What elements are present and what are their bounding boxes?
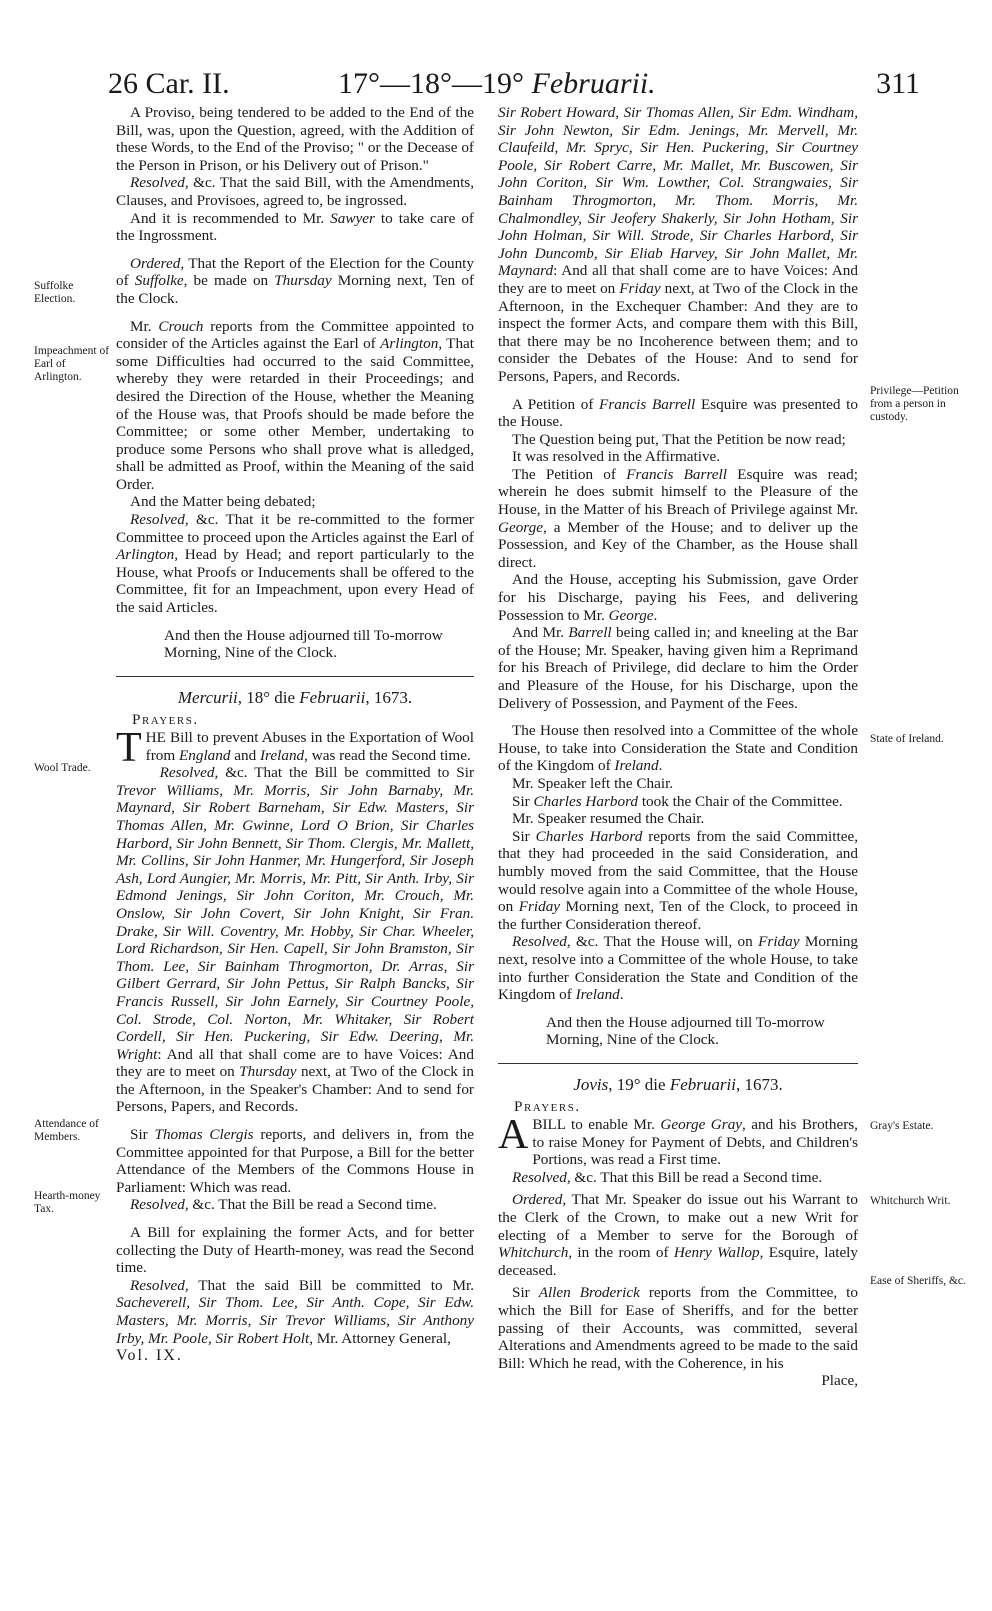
crouch-report: Mr. Crouch reports from the Committee appointed to consider of the Articles against the Earl of Arlington, That some Difficulties had occurred to the said Committee, whereby they were retarded in their Proceedings; and desired the Direction of the House, whether the Meaning of the House was, that Proofs should be made before the Committee; or some other Member, undertaking to produce some Persons who shall prove what is alledged, shall be admitted as Proof, within the Meaning of the said Order.	[116, 317, 474, 493]
section-divider	[498, 1063, 858, 1064]
resolved-ingrossed: Resolved, &c. That the said Bill, with the Amendments, Clauses, and Provisoes, agreed to, be ingrossed.	[116, 174, 474, 209]
gray-bill: A BILL to enable Mr. George Gray, and his Brothers, to raise Money for Payment of Debts, and Children's Portions, was read a First time.	[498, 1112, 858, 1169]
harbord-report: Sir Charles Harbord reports from the said Committee, that they had proceeded in the said Consideration, and humbly moved from the said Committee, that the House would resolve again into a Committee of the whole House, on Friday Morning next, Ten of the Clock, to proceed in the further Consideration thereof.	[498, 827, 858, 933]
margin-note-whitchurch: Whitchurch Writ.	[870, 1195, 951, 1207]
affirmative: It was resolved in the Affirmative.	[512, 448, 721, 466]
attendance-resolved: Resolved, &c. That the Bill be read a Second time.	[130, 1196, 437, 1214]
ireland-resolved: Resolved, &c. That the House will, on Friday Morning next, resolve into a Committee of the whole House, to take into further Consideration the State and Condition of the Kingdom of Ireland.	[498, 933, 858, 1004]
proviso-paragraph: A Proviso, being tendered to be added to the End of the Bill, was, upon the Question, agreed, with the Addition of these Words, to the End of the Proviso; " or the Decease of the Person in Prison, or his Delivery out of Prison."	[116, 104, 474, 174]
barrell-petition: A Petition of Francis Barrell Esquire was presented to the House.	[498, 395, 858, 431]
margin-note-impeachment: Impeachment of Earl of Arlington.	[34, 345, 110, 383]
right-column	[498, 104, 858, 1390]
margin-note-gray: Gray's Estate.	[870, 1120, 934, 1132]
wool-committee: Resolved, &c. That the Bill be committed to Sir Trevor Williams, Mr. Morris, Sir John Barnaby, Mr. Maynard, Sir Robert Barneham, Sir Edw. Masters, Sir Thomas Allen, Mr. Gwinne, Lord O Brion, Sir Charles Harbord, Sir John Bennett, Sir Thom. Clergis, Mr. Mallett, Mr. Collins, Sir John Hanmer, Mr. Hungerford, Sir Joseph Ash, Lord Aungier, Mr. Morris, Mr. Pitt, Sir Anth. Irby, Sir Edmond Jenings, Sir John Coriton, Mr. Crouch, Mr. Onslow, Sir John Covert, Sir John Knight, Sir Fran. Drake, Sir Will. Coventry, Mr. Hobby, Sir Char. Wheeler, Lord Richardson, Sir Hen. Capell, Sir John Bramston, Sir Thom. Lee, Sir Bainham Throgmorton, Dr. Arras, Sir Gilbert Gerrard, Sir John Pettus, Sir Ralph Bancks, Sir Francis Russell, Sir John Earnely, Sir Courtney Poole, Col. Strode, Col. Norton, Mr. Whitaker, Sir Robert Cordell, Sir Hen. Puckering, Sir Edw. Deering, Mr. Wright: And all that shall come are to have Voices: And they are to meet on Thursday next, at Two of the Clock in the Afternoon, in the Speaker's Chamber: And to send for Persons, Papers, and Records.	[116, 764, 474, 1116]
margin-note-wool: Wool Trade.	[34, 762, 91, 774]
hearth-money-bill: A Bill for explaining the former Acts, and for better collecting the Duty of Hearth-money, was read the Second time.	[116, 1224, 474, 1277]
prayers-label: Prayers.	[132, 711, 199, 729]
volume-signature: Vol. IX.	[116, 1347, 183, 1364]
margin-note-ireland: State of Ireland.	[870, 733, 944, 745]
adjournment-2: And then the House adjourned till To-morrow Morning, Nine of the Clock.	[546, 1013, 825, 1049]
drop-capital: A	[498, 1112, 529, 1159]
running-head-dates	[338, 64, 656, 104]
day-heading-18: Mercurii, 18° die Februarii, 1673.	[177, 687, 413, 707]
catchword: Place,	[821, 1372, 858, 1390]
whitchurch-writ: Ordered, That Mr. Speaker do issue out his Warrant to the Clerk of the Crown, to make out a new Writ for electing of a Member to serve for the Borough of Whitchurch, in the room of Henry Wallop, Esquire, lately deceased.	[498, 1191, 858, 1279]
sheriffs-report: Sir Allen Broderick reports from the Committee, to which the Bill for Ease of Sheriffs, and for the better passing of their Accounts, was committed, several Alterations and Amendments agreed to be made to the said Bill: Which he read, with the Coherence, in his	[498, 1284, 858, 1372]
margin-note-hearth: Hearth-money Tax.	[34, 1190, 101, 1215]
petition-read: The Petition of Francis Barrell Esquire was read; wherein he does submit himself to the Pleasure of the House, in the Matter of his Breach of Privilege against Mr. George, a Member of the House; and to deliver up the Possession, and Key of the Chamber, as the House shall direct.	[498, 465, 858, 571]
page-header	[108, 64, 920, 104]
ireland-committee: The House then resolved into a Committee of the whole House, to take into Consideration the State and Condition of the Kingdom of Ireland.	[498, 722, 858, 775]
suffolke-order: Ordered, That the Report of the Election for the County of Suffolke, be made on Thursday Morning next, Ten of the Clock.	[116, 254, 475, 307]
margin-note-privilege: Privilege—Petition from a person in custody.	[870, 385, 959, 423]
ingrossment-note: And it is recommended to Mr. Sawyer to take care of the Ingrossment.	[116, 209, 474, 245]
gray-resolved: Resolved, &c. That this Bill be read a Second time.	[512, 1168, 823, 1186]
speaker-left-chair: Mr. Speaker left the Chair.	[512, 774, 674, 792]
left-column	[116, 104, 474, 1347]
wool-bill: THE Bill to prevent Abuses in the Exportation of Wool from England and Ireland, was read the Second time.	[116, 725, 474, 771]
day-heading-19: Jovis, 19° die Februarii, 1673.	[573, 1074, 783, 1094]
speaker-resumed-chair: Mr. Speaker resumed the Chair.	[512, 810, 705, 828]
committee-continued: Sir Robert Howard, Sir Thomas Allen, Sir Edm. Windham, Sir John Newton, Sir Edm. Jenings, Mr. Mervell, Mr. Claufeild, Mr. Spryc, Sir Hen. Puckering, Sir Courtney Poole, Sir Robert Carre, Mr. Mallet, Mr. Buscowen, Sir John Coriton, Sir Wm. Lowther, Col. Strangwaies, Sir Bainham Throgmorton, Mr. Thom. Morris, Mr. Chalmondley, Sir Jeofery Shakerly, Sir John Hotham, Sir John Holman, Sir Will. Strode, Sir Charles Harbord, Sir John Duncomb, Sir Eliab Harvey, Sir John Mallet, Mr. Maynard: And all that shall come are to have Voices: And they are to meet on Friday next, at Two of the Clock in the Afternoon, in the Exchequer Chamber: And they are to inspect the former Acts, and compare them with this Bill, that there may be no Incoherence between them; and to consider the Debates of the House: And to send for Persons, Papers, and Records.	[498, 104, 858, 385]
adjournment-1: And then the House adjourned till To-morrow Morning, Nine of the Clock.	[164, 626, 443, 662]
question-put: The Question being put, That the Petition be now read;	[512, 430, 846, 448]
reprimand: And Mr. Barrell being called in; and kneeling at the Bar of the House; Mr. Speaker, having given him a Reprimand for his Breach of Privilege, did declare to him the Order and Pleasure of the House, for his Discharge, upon the Delivery of Possession, and Payment of the Fees.	[498, 624, 858, 712]
margin-note-suffolke: Suffolke Election.	[34, 280, 76, 305]
submission-accepted: And the House, accepting his Submission, gave Order for his Discharge, paying his Fees, and delivering Possession to Mr. George.	[498, 571, 858, 624]
running-head-days: 17°—18°—19°	[338, 67, 524, 100]
drop-capital: T	[116, 725, 142, 771]
running-head-month: Februarii.	[531, 67, 656, 100]
recommit-resolution: Resolved, &c. That it be re-committed to the former Committee to proceed upon the Articles against the Earl of Arlington, Head by Head; and report particularly to the House, what Proofs or Inducements shall be offered to the Committee, fit for an Impeachment, upon every Head of the said Articles.	[116, 511, 474, 617]
attendance-report: Sir Thomas Clergis reports, and delivers in, from the Committee appointed for that Purpose, a Bill for the better Attendance of the Members of the Commons House in Parliament: Which was read.	[116, 1126, 474, 1196]
harbord-chair: Sir Charles Harbord took the Chair of the Committee.	[512, 792, 843, 810]
section-divider	[116, 676, 474, 677]
prayers-label: Prayers.	[514, 1098, 581, 1116]
page-number: 311	[876, 67, 920, 100]
margin-note-attendance: Attendance of Members.	[34, 1118, 99, 1143]
hearth-committee: Resolved, That the said Bill be committed to Mr. Sacheverell, Sir Thom. Lee, Sir Anth. Cope, Sir Edw. Masters, Mr. Morris, Sir Trevor Williams, Sir Anthony Irby, Mr. Poole, Sir Robert Holt, Mr. Attorney General,	[116, 1276, 474, 1347]
running-head-regnal-year: 26 Car. II.	[108, 67, 230, 100]
matter-debated: And the Matter being debated;	[130, 493, 316, 511]
margin-note-sheriffs: Ease of Sheriffs, &c.	[870, 1275, 966, 1287]
